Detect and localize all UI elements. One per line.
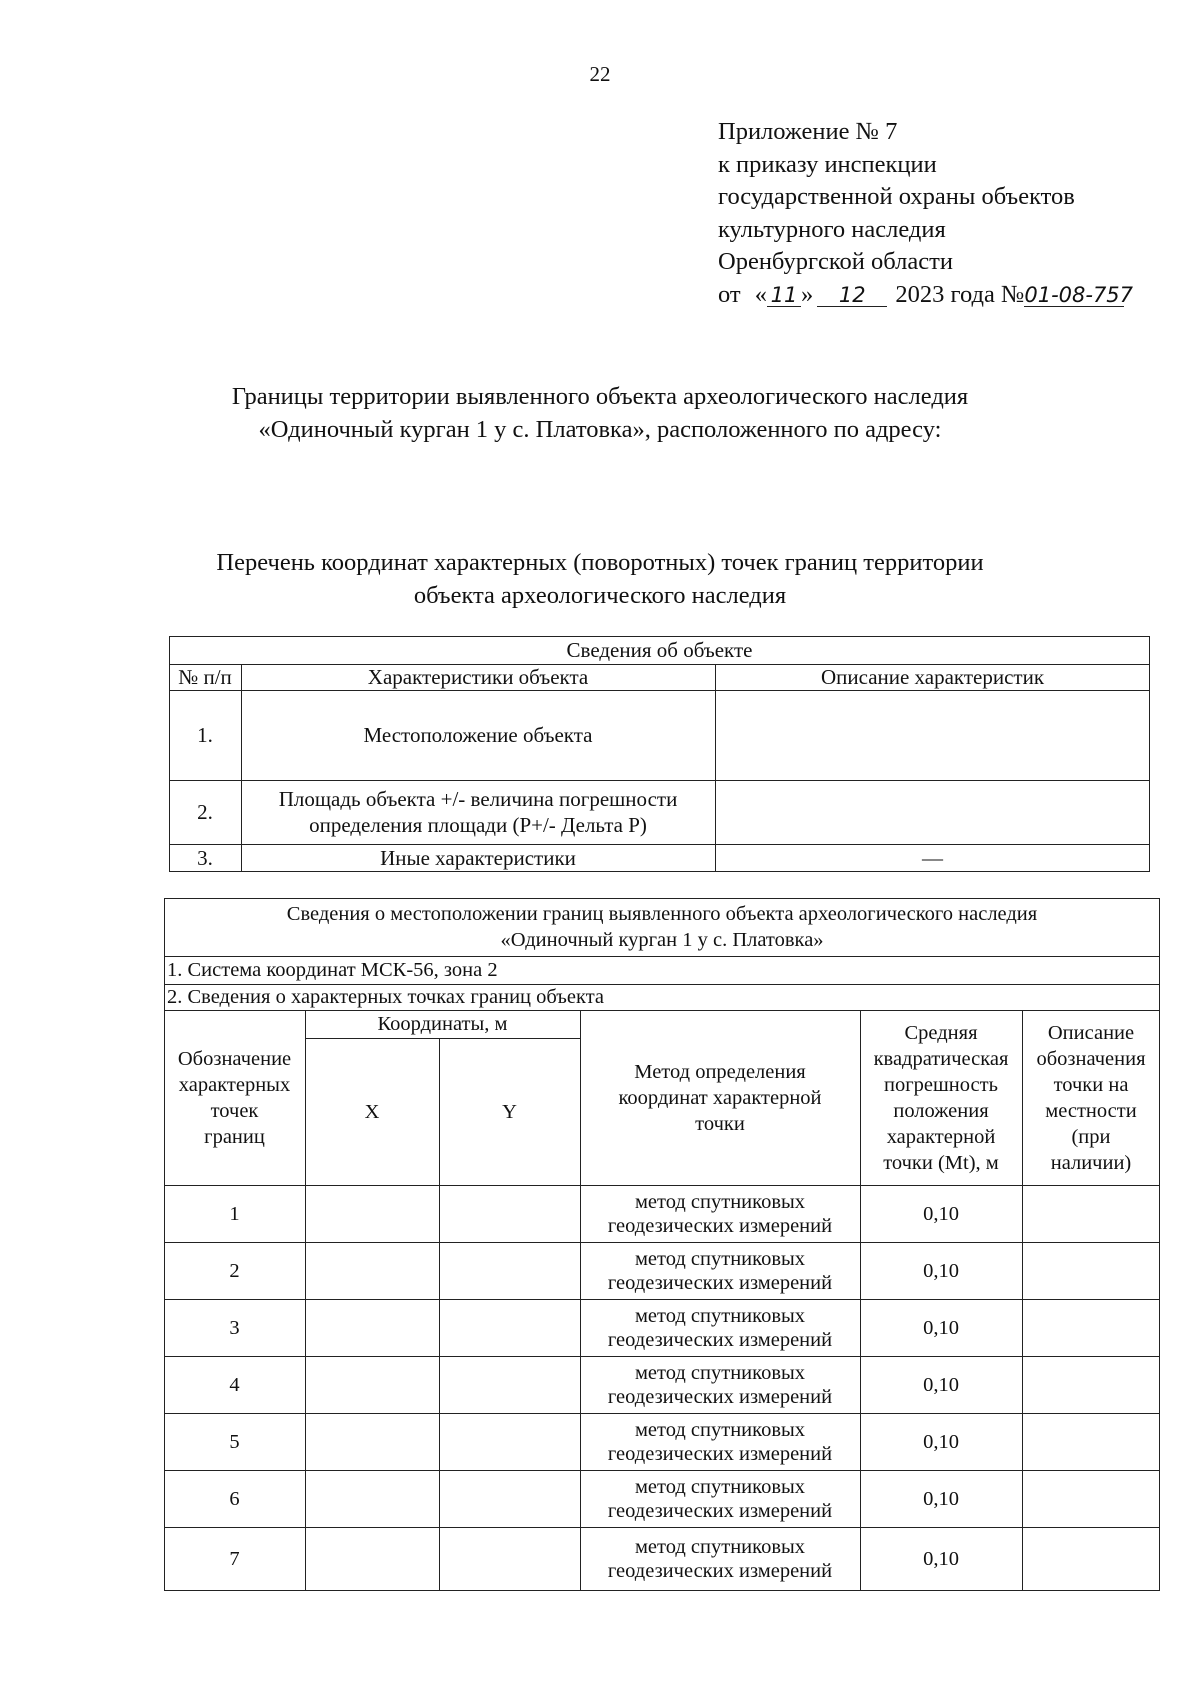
header-characteristics: Характеристики объекта bbox=[367, 665, 589, 689]
caption-line: «Одиночный курган 1 у с. Платовка» bbox=[500, 929, 824, 951]
header-line: координат характерной bbox=[618, 1086, 822, 1109]
method-cell bbox=[580, 1356, 860, 1413]
row-description bbox=[715, 780, 1150, 844]
appendix-line: государственной охраны объектов bbox=[718, 183, 1075, 211]
header-line: точек bbox=[210, 1099, 259, 1122]
header-line: характерной bbox=[886, 1125, 996, 1148]
header-point-description bbox=[1022, 1010, 1160, 1185]
header-line: местности bbox=[1045, 1099, 1137, 1122]
appendix-header bbox=[718, 116, 1134, 312]
year-text: 2023 года № bbox=[895, 280, 1025, 308]
row-num: 1. bbox=[197, 723, 213, 747]
characteristic-line: определения площади (Р+/- Дельта Р) bbox=[309, 813, 647, 837]
y-cell bbox=[439, 1470, 580, 1527]
y-cell bbox=[439, 1185, 580, 1242]
description-cell bbox=[1022, 1470, 1160, 1527]
header-line: погрешность bbox=[884, 1073, 998, 1096]
method-line: метод спутниковых bbox=[634, 1304, 806, 1327]
method-line: геодезических измерений bbox=[607, 1559, 833, 1582]
appendix-line: культурного наследия bbox=[718, 215, 946, 243]
y-cell bbox=[439, 1413, 580, 1470]
description-cell bbox=[1022, 1527, 1160, 1590]
method-line: метод спутниковых bbox=[634, 1247, 806, 1270]
point-cell: 2 bbox=[229, 1259, 240, 1282]
object-info-table bbox=[169, 636, 1150, 871]
header-num: № п/п bbox=[178, 665, 232, 689]
appendix-date-line bbox=[718, 279, 1134, 312]
title-line: «Одиночный курган 1 у с. Платовка», расположенного по адресу: bbox=[258, 416, 942, 443]
header-x: X bbox=[364, 1100, 380, 1123]
mt-cell: 0,10 bbox=[923, 1430, 959, 1453]
handwritten-day: 11 bbox=[767, 284, 801, 307]
y-cell bbox=[439, 1527, 580, 1590]
description-cell bbox=[1022, 1242, 1160, 1299]
mt-cell: 0,10 bbox=[923, 1202, 959, 1225]
mt-cell: 0,10 bbox=[923, 1259, 959, 1282]
method-line: геодезических измерений bbox=[607, 1385, 833, 1408]
header-line: границ bbox=[204, 1125, 265, 1148]
header-line: Обозначение bbox=[177, 1047, 292, 1070]
method-line: метод спутниковых bbox=[634, 1361, 806, 1384]
characteristic-line: Площадь объекта +/- величина погрешности bbox=[278, 787, 678, 811]
boundary-points-table bbox=[164, 898, 1160, 1591]
method-line: геодезических измерений bbox=[607, 1499, 833, 1522]
list-title bbox=[0, 546, 1200, 612]
table-caption bbox=[164, 898, 1160, 956]
header-line: Метод определения bbox=[634, 1060, 806, 1083]
point-cell: 1 bbox=[229, 1202, 240, 1225]
method-line: метод спутниковых bbox=[634, 1535, 806, 1558]
row-description: — bbox=[922, 845, 943, 870]
method-line: метод спутниковых bbox=[634, 1418, 806, 1441]
row-num: 2. bbox=[197, 800, 213, 824]
row-num: 3. bbox=[197, 845, 213, 870]
from-label: от bbox=[718, 280, 741, 308]
header-line: положения bbox=[893, 1099, 989, 1122]
subtitle-line: объекта археологического наследия bbox=[413, 582, 787, 609]
mt-cell: 0,10 bbox=[923, 1373, 959, 1396]
description-cell bbox=[1022, 1185, 1160, 1242]
method-line: геодезических измерений bbox=[607, 1271, 833, 1294]
point-cell: 5 bbox=[229, 1430, 240, 1453]
document-title bbox=[0, 380, 1200, 446]
header-line: точки (Mt), м bbox=[883, 1151, 999, 1174]
header-error bbox=[860, 1010, 1022, 1185]
method-cell bbox=[580, 1413, 860, 1470]
appendix-line: Оренбургской области bbox=[718, 248, 953, 276]
header-method bbox=[580, 1010, 860, 1185]
header-line: (при bbox=[1071, 1125, 1111, 1148]
method-line: геодезических измерений bbox=[607, 1442, 833, 1465]
header-line: Средняя bbox=[904, 1021, 978, 1044]
mt-cell: 0,10 bbox=[923, 1316, 959, 1339]
header-line: точки bbox=[695, 1112, 745, 1135]
row-characteristic: Местоположение объекта bbox=[363, 723, 593, 747]
method-cell bbox=[580, 1299, 860, 1356]
method-cell bbox=[580, 1470, 860, 1527]
method-line: метод спутниковых bbox=[634, 1190, 806, 1213]
coordinate-system-row: 1. Система координат МСК-56, зона 2 bbox=[167, 959, 498, 981]
point-cell: 7 bbox=[229, 1547, 240, 1570]
header-designation bbox=[164, 1010, 305, 1185]
handwritten-month: 12 bbox=[817, 284, 887, 307]
y-cell bbox=[439, 1356, 580, 1413]
appendix-line: к приказу инспекции bbox=[718, 150, 937, 178]
x-cell bbox=[305, 1470, 439, 1527]
description-cell bbox=[1022, 1299, 1160, 1356]
mt-cell: 0,10 bbox=[923, 1547, 959, 1570]
points-info-row: 2. Сведения о характерных точках границ объекта bbox=[167, 986, 605, 1008]
header-description: Описание характеристик bbox=[820, 665, 1045, 689]
x-cell bbox=[305, 1527, 439, 1590]
point-cell: 4 bbox=[229, 1373, 240, 1396]
page-number: 22 bbox=[589, 62, 611, 86]
method-cell bbox=[580, 1185, 860, 1242]
header-line: Описание bbox=[1047, 1021, 1135, 1044]
mt-cell: 0,10 bbox=[923, 1487, 959, 1510]
x-cell bbox=[305, 1299, 439, 1356]
subtitle-line: Перечень координат характерных (поворотных) точек границ территории bbox=[216, 549, 984, 576]
appendix-title: Приложение № 7 bbox=[718, 118, 898, 145]
header-line: точки на bbox=[1053, 1073, 1129, 1096]
quote-close: » bbox=[801, 280, 814, 308]
header-line: обозначения bbox=[1036, 1047, 1146, 1070]
description-cell bbox=[1022, 1356, 1160, 1413]
table-caption: Сведения об объекте bbox=[566, 638, 753, 662]
row-characteristic: Иные характеристики bbox=[380, 845, 576, 870]
point-cell: 6 bbox=[229, 1487, 240, 1510]
row-description bbox=[715, 690, 1150, 780]
handwritten-order-number: 01-08-757 bbox=[1024, 282, 1134, 307]
row-characteristic bbox=[241, 780, 715, 844]
x-cell bbox=[305, 1413, 439, 1470]
header-coordinates: Координаты, м bbox=[377, 1013, 508, 1035]
x-cell bbox=[305, 1242, 439, 1299]
header-y: Y bbox=[502, 1100, 517, 1123]
method-cell bbox=[580, 1242, 860, 1299]
title-line: Границы территории выявленного объекта археологического наследия bbox=[231, 383, 969, 410]
method-line: геодезических измерений bbox=[607, 1328, 833, 1351]
point-cell: 3 bbox=[229, 1316, 240, 1339]
x-cell bbox=[305, 1185, 439, 1242]
header-line: наличии) bbox=[1050, 1151, 1132, 1174]
header-line: квадратическая bbox=[873, 1047, 1009, 1070]
description-cell bbox=[1022, 1413, 1160, 1470]
method-line: метод спутниковых bbox=[634, 1475, 806, 1498]
y-cell bbox=[439, 1299, 580, 1356]
caption-line: Сведения о местоположении границ выявленного объекта археологического наследия bbox=[286, 903, 1038, 925]
method-cell bbox=[580, 1527, 860, 1590]
y-cell bbox=[439, 1242, 580, 1299]
header-line: характерных bbox=[178, 1073, 291, 1096]
x-cell bbox=[305, 1356, 439, 1413]
quote-open: « bbox=[754, 280, 768, 308]
method-line: геодезических измерений bbox=[607, 1214, 833, 1237]
